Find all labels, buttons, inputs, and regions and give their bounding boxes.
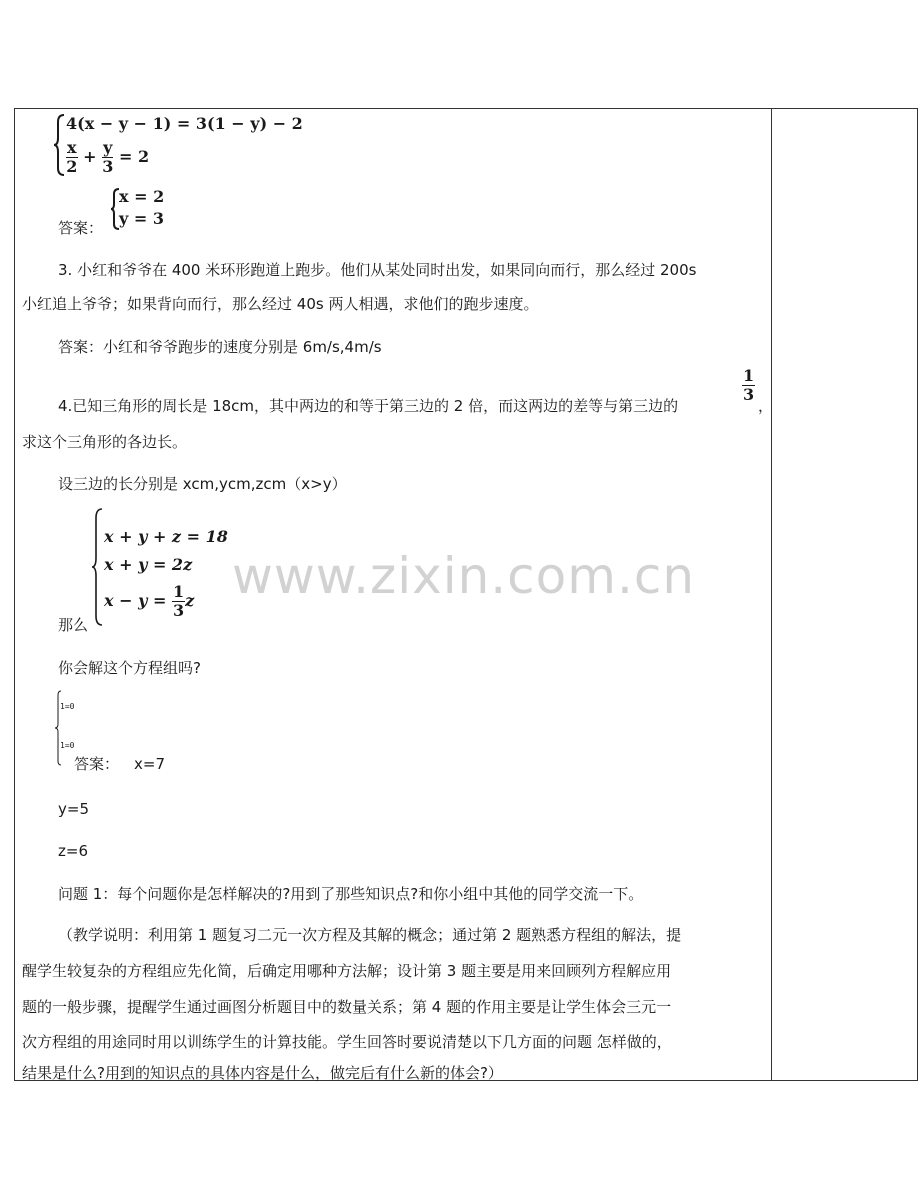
answer1-label: 答案：: [58, 219, 104, 237]
system2-label: 那么: [58, 616, 89, 634]
answer1-y: y = 3: [119, 209, 164, 228]
watermark: www.zixin.com.cn: [232, 547, 696, 605]
fraction: $\frac{y}{3}$: [102, 138, 114, 176]
table-column-divider: [771, 108, 772, 1081]
fraction: $\frac{1}{3}$: [743, 366, 755, 404]
answer4-label: 答案：: [74, 755, 120, 773]
problem3-line1: 3. 小红和爷爷在 400 米环形跑道上跑步。他们从某处同时出发，如果同向而行，那么经过 200s: [58, 261, 697, 279]
problem4-setup: 设三边的长分别是 xcm,ycm,zcm（x>y）: [58, 475, 347, 493]
answer4-tiny-eq1: 1=0: [60, 702, 75, 711]
left-brace-icon: [54, 114, 66, 176]
problem4-fraction: [742, 368, 755, 403]
left-brace-icon: [92, 508, 104, 626]
note-line5: 结果是什么?用到的知识点的具体内容是什么，做完后有什么新的体会?）: [22, 1064, 503, 1082]
system2-equation2: x + y = 2z: [104, 555, 193, 574]
fraction: $\frac{1}{3}$: [172, 582, 185, 620]
problem4-line2: 求这个三角形的各边长。: [22, 433, 188, 451]
answer4-tiny-eq2: 1=0: [60, 741, 75, 750]
problem3-answer: 答案：小红和爷爷跑步的速度分别是 6m/s,4m/s: [58, 338, 382, 356]
system2-equation1: x + y + z = 18: [104, 527, 228, 546]
question: 你会解这个方程组吗?: [58, 659, 201, 677]
note-line2: 醒学生较复杂的方程组应先化简，后确定用哪种方法解；设计第 3 题主要是用来回顾列方程解应用: [22, 962, 672, 980]
problem4-line1: 4.已知三角形的周长是 18cm，其中两边的和等于第三边的 2 倍，而这两边的差等与第三边的: [58, 397, 679, 415]
note-line4: 次方程组的用途同时用以训练学生的计算技能。学生回答时要说清楚以下几方面的问题 怎样做的，: [22, 1033, 672, 1051]
fraction: $\frac{x}{2}$: [66, 138, 78, 176]
answer4-y: y=5: [58, 800, 89, 818]
answer4-x: x=7: [134, 755, 165, 773]
answer4-z: z=6: [58, 842, 88, 860]
note-line1: （教学说明：利用第 1 题复习二元一次方程及其解的概念；通过第 2 题熟悉方程组的解法，提: [58, 926, 682, 944]
answer1-x: x = 2: [119, 187, 165, 206]
question1: 问题 1：每个问题你是怎样解决的?用到了那些知识点?和你小组中其他的同学交流一下。: [58, 885, 644, 903]
system1-equation2: $\frac{x}{2}$ + $\frac{y}{3}$ = 2: [66, 138, 150, 176]
system1-equation1: 4(x − y − 1) = 3(1 − y) − 2: [66, 114, 303, 133]
note-line3: 题的一般步骤，提醒学生通过画图分析题目中的数量关系；第 4 题的作用主要是让学生体会三元一: [22, 998, 672, 1016]
problem4-comma: ，: [758, 397, 774, 415]
problem3-line2: 小红追上爷爷；如果背向而行，那么经过 40s 两人相遇，求他们的跑步速度。: [22, 295, 539, 313]
system2-equation3: x − y = $\frac{1}{3}$ z: [104, 582, 195, 620]
